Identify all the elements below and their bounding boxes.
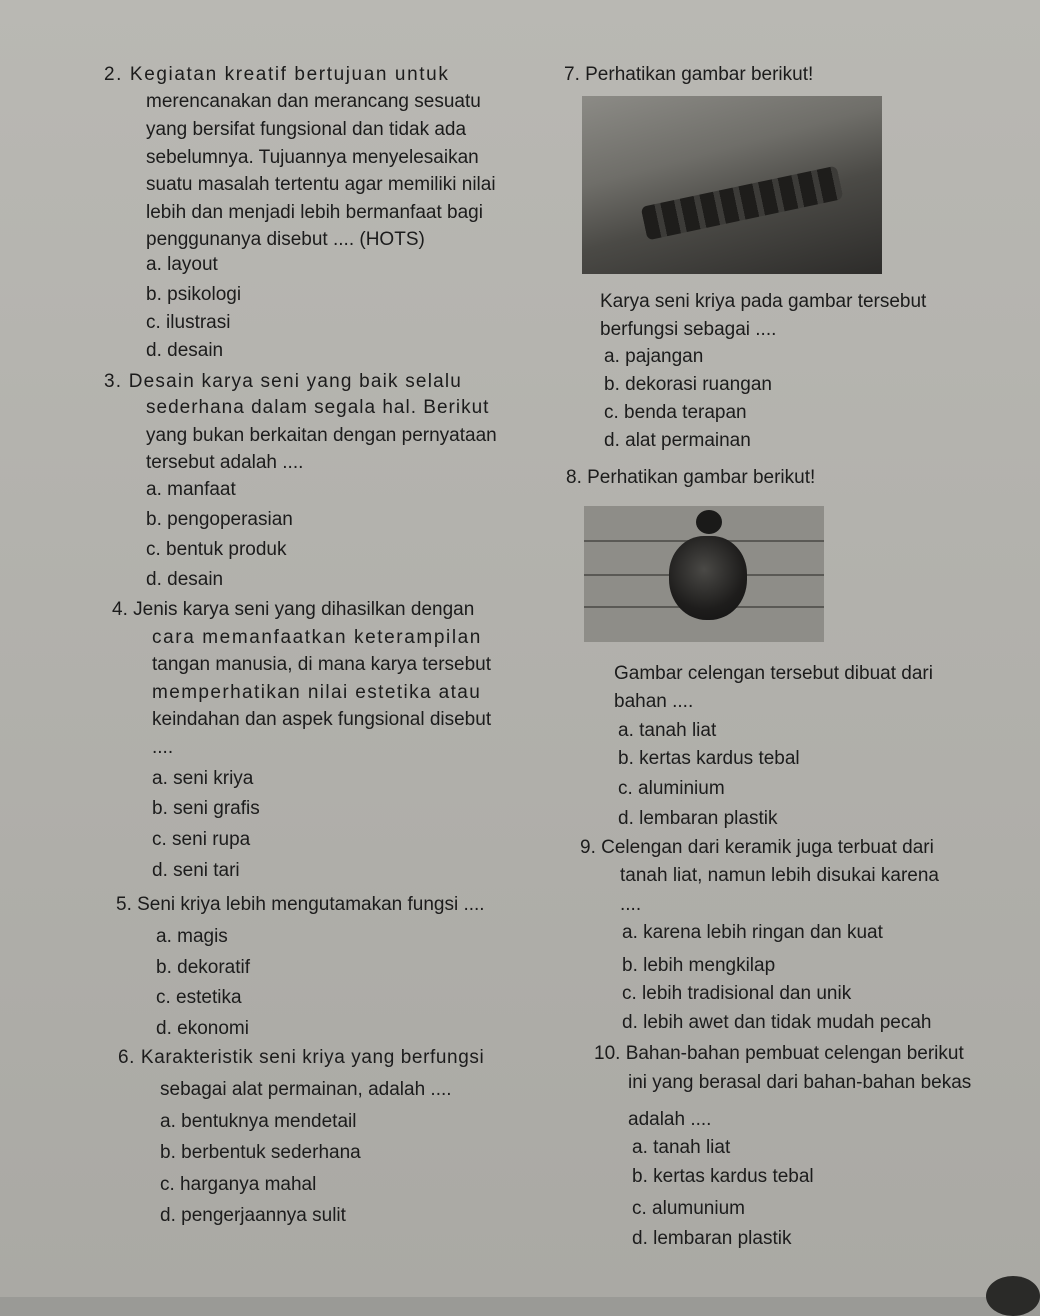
- kriya-craft-photo: [582, 96, 882, 274]
- q3-stem-line-3: yang bukan berkaitan dengan pernyataan: [146, 425, 497, 446]
- q6-stem-line-2: sebagai alat permainan, adalah ....: [160, 1079, 452, 1100]
- q2-stem-line-5: suatu masalah tertentu agar memiliki nilai: [146, 174, 496, 195]
- q8-option-a[interactable]: a. tanah liat: [618, 720, 717, 741]
- celengan-knob-image: [696, 510, 722, 534]
- q2-stem-line-3: yang bersifat fungsional dan tidak ada: [146, 119, 467, 140]
- q7-stem-line-1: 7. Perhatikan gambar berikut!: [564, 64, 814, 85]
- q5-option-a[interactable]: a. magis: [156, 926, 228, 947]
- q5-option-c[interactable]: c. estetika: [156, 987, 242, 1008]
- q4-option-c[interactable]: c. seni rupa: [152, 829, 251, 850]
- q8-option-b[interactable]: b. kertas kardus tebal: [618, 748, 800, 769]
- q2-stem-line-2: merencanakan dan merancang sesuatu: [146, 91, 481, 112]
- q4-option-b[interactable]: b. seni grafis: [152, 798, 260, 819]
- page-number-badge: [986, 1276, 1040, 1316]
- q3-option-d[interactable]: d. desain: [146, 569, 224, 590]
- q4-stem-line-4: memperhatikan nilai estetika atau: [152, 682, 482, 703]
- q4-stem-line-3: tangan manusia, di mana karya tersebut: [152, 654, 492, 675]
- q6-option-b[interactable]: b. berbentuk sederhana: [160, 1142, 361, 1163]
- q8-stem-line-1: 8. Perhatikan gambar berikut!: [566, 467, 816, 488]
- q6-stem-line-1: 6. Karakteristik seni kriya yang berfungsi: [118, 1047, 485, 1068]
- q2-number-stem-line-1: 2. Kegiatan kreatif bertujuan untuk: [104, 64, 450, 85]
- q3-option-b[interactable]: b. pengoperasian: [146, 509, 293, 530]
- q10-option-b[interactable]: b. kertas kardus tebal: [632, 1166, 814, 1187]
- q3-stem-line-2: sederhana dalam segala hal. Berikut: [146, 397, 490, 418]
- q9-stem-line-1: 9. Celengan dari keramik juga terbuat dari: [580, 837, 934, 858]
- q7-stem-line-3: berfungsi sebagai ....: [600, 319, 777, 340]
- q4-stem-line-6: ....: [152, 737, 174, 758]
- q2-option-b[interactable]: b. psikologi: [146, 284, 242, 305]
- q7-stem-line-2: Karya seni kriya pada gambar tersebut: [600, 291, 927, 312]
- q7-option-b[interactable]: b. dekorasi ruangan: [604, 374, 772, 395]
- q3-stem-line-4: tersebut adalah ....: [146, 452, 304, 473]
- q4-stem-line-2: cara memanfaatkan keterampilan: [152, 627, 482, 648]
- q3-stem-line-1: 3. Desain karya seni yang baik selalu: [104, 371, 463, 392]
- celengan-body-image: [669, 536, 747, 620]
- q6-option-c[interactable]: c. harganya mahal: [160, 1174, 317, 1195]
- q10-stem-line-1: 10. Bahan-bahan pembuat celengan berikut: [594, 1043, 964, 1064]
- q8-option-d[interactable]: d. lembaran plastik: [618, 808, 778, 829]
- celengan-photo: [584, 506, 824, 642]
- bead-ornament-image: [641, 166, 844, 241]
- q2-option-a[interactable]: a. layout: [146, 254, 218, 275]
- q9-option-d[interactable]: d. lebih awet dan tidak mudah pecah: [622, 1012, 932, 1033]
- q10-stem-line-2: ini yang berasal dari bahan-bahan bekas: [628, 1072, 972, 1093]
- q3-option-a[interactable]: a. manfaat: [146, 479, 236, 500]
- q5-option-d[interactable]: d. ekonomi: [156, 1018, 249, 1039]
- q9-stem-line-3: ....: [620, 894, 642, 915]
- q9-option-a[interactable]: a. karena lebih ringan dan kuat: [622, 922, 883, 943]
- q10-option-a[interactable]: a. tanah liat: [632, 1137, 731, 1158]
- q2-option-c[interactable]: c. ilustrasi: [146, 312, 231, 333]
- q8-stem-line-3: bahan ....: [614, 691, 694, 712]
- q2-stem-line-7: penggunanya disebut .... (HOTS): [146, 229, 425, 250]
- q8-stem-line-2: Gambar celengan tersebut dibuat dari: [614, 663, 933, 684]
- q6-option-a[interactable]: a. bentuknya mendetail: [160, 1111, 357, 1132]
- q4-option-d[interactable]: d. seni tari: [152, 860, 240, 881]
- q4-option-a[interactable]: a. seni kriya: [152, 768, 254, 789]
- q5-option-b[interactable]: b. dekoratif: [156, 957, 250, 978]
- q6-option-d[interactable]: d. pengerjaannya sulit: [160, 1205, 346, 1226]
- q2-stem-line-4: sebelumnya. Tujuannya menyelesaikan: [146, 147, 479, 168]
- q4-stem-line-5: keindahan dan aspek fungsional disebut: [152, 709, 492, 730]
- q4-stem-line-1: 4. Jenis karya seni yang dihasilkan dengan: [112, 599, 475, 620]
- q5-stem-line-1: 5. Seni kriya lebih mengutamakan fungsi ....: [116, 894, 485, 915]
- q2-stem-line-6: lebih dan menjadi lebih bermanfaat bagi: [146, 202, 483, 223]
- q10-option-d[interactable]: d. lembaran plastik: [632, 1228, 792, 1249]
- q8-option-c[interactable]: c. aluminium: [618, 778, 725, 799]
- q9-option-b[interactable]: b. lebih mengkilap: [622, 955, 776, 976]
- q7-option-d[interactable]: d. alat permainan: [604, 430, 751, 451]
- q9-stem-line-2: tanah liat, namun lebih disukai karena: [620, 865, 939, 886]
- q7-option-a[interactable]: a. pajangan: [604, 346, 704, 367]
- q10-option-c[interactable]: c. alumunium: [632, 1198, 745, 1219]
- q9-option-c[interactable]: c. lebih tradisional dan unik: [622, 983, 852, 1004]
- q7-option-c[interactable]: c. benda terapan: [604, 402, 747, 423]
- q10-stem-line-3: adalah ....: [628, 1109, 712, 1130]
- q3-option-c[interactable]: c. bentuk produk: [146, 539, 287, 560]
- q2-option-d[interactable]: d. desain: [146, 340, 224, 361]
